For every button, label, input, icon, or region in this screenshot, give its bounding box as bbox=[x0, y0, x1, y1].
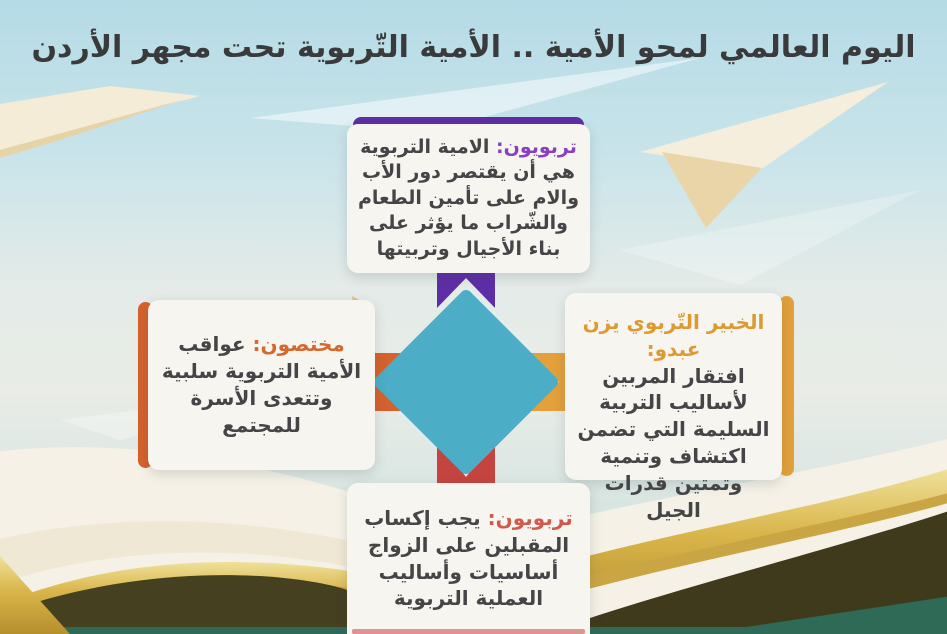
center-diamond bbox=[380, 296, 552, 468]
node-bottom-text bbox=[347, 483, 590, 616]
node-left-label: مختصون: bbox=[252, 332, 345, 357]
node-right-body: افتقار المربين لأساليب التربية السليمة التي تضمن اكتشاف وتنمية وتمتين قدرات الجيل bbox=[577, 363, 770, 522]
node-right bbox=[565, 293, 794, 522]
node-left-text bbox=[148, 327, 375, 442]
node-bottom-bubble bbox=[347, 483, 590, 634]
node-left bbox=[138, 300, 390, 470]
node-bottom-body: يجب إكساب المقبلين على الزواج أساسيات وأساليب العملية التربوية bbox=[364, 506, 570, 611]
node-right-label: الخبير التّربوي يزن عبدو: bbox=[582, 310, 765, 361]
node-top bbox=[347, 117, 590, 273]
node-bottom-accent-bar bbox=[352, 629, 585, 634]
node-right-bubble bbox=[565, 293, 782, 522]
node-top-label: تربويون: bbox=[496, 135, 577, 158]
node-right-text bbox=[565, 293, 782, 527]
node-bottom bbox=[347, 483, 590, 634]
node-top-bubble bbox=[347, 124, 590, 273]
node-top-text bbox=[347, 131, 590, 266]
node-left-bubble bbox=[148, 300, 375, 470]
page-title: اليوم العالمي لمحو الأمية .. الأمية التّربوية تحت مجهر الأردن bbox=[31, 30, 916, 65]
node-bottom-label: تربويون: bbox=[487, 506, 573, 530]
node-top-body: الامية التربوية هي أن يقتصر دور الأب والام على تأمين الطعام والشّراب ما يؤثر على بناء الأجيال وتربيتها bbox=[357, 135, 580, 260]
node-left-body: عواقب الأمية التربوية سلبية وتتعدى الأسرة للمجتمع bbox=[161, 332, 362, 437]
